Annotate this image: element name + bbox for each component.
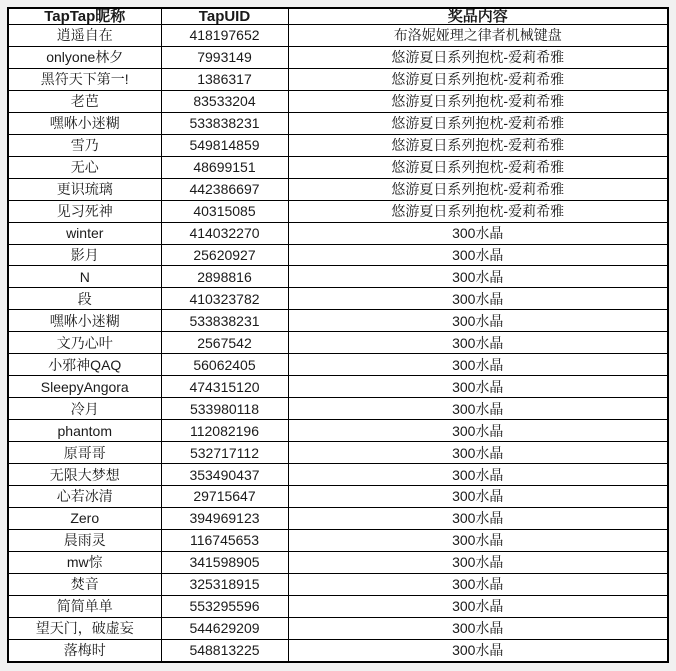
header-nickname: TapTap昵称 — [8, 8, 161, 25]
table-row — [8, 420, 668, 442]
uid-cell: 533838231 — [161, 112, 288, 134]
prize-cell: 300水晶 — [288, 288, 668, 310]
table-row — [8, 639, 668, 662]
table-row — [8, 134, 668, 156]
nickname-cell: N — [8, 266, 161, 288]
table-row — [8, 112, 668, 134]
table-row — [8, 200, 668, 222]
nickname-cell: onlyone林夕 — [8, 46, 161, 68]
table-row — [8, 266, 668, 288]
uid-cell: 40315085 — [161, 200, 288, 222]
uid-cell: 2898816 — [161, 266, 288, 288]
uid-cell: 442386697 — [161, 178, 288, 200]
table-row — [8, 288, 668, 310]
table-row — [8, 551, 668, 573]
uid-cell: 553295596 — [161, 595, 288, 617]
prize-cell: 300水晶 — [288, 486, 668, 508]
nickname-cell: 雪乃 — [8, 134, 161, 156]
prize-cell: 300水晶 — [288, 617, 668, 639]
prize-cell: 300水晶 — [288, 573, 668, 595]
nickname-cell: Zero — [8, 507, 161, 529]
table-row — [8, 595, 668, 617]
header-row — [8, 8, 668, 25]
nickname-cell: winter — [8, 222, 161, 244]
prize-cell: 悠游夏日系列抱枕-爱莉希雅 — [288, 200, 668, 222]
uid-cell: 325318915 — [161, 573, 288, 595]
nickname-cell: 心若冰清 — [8, 486, 161, 508]
uid-cell: 83533204 — [161, 90, 288, 112]
prize-cell: 300水晶 — [288, 398, 668, 420]
nickname-cell: 段 — [8, 288, 161, 310]
uid-cell: 474315120 — [161, 376, 288, 398]
prize-cell: 悠游夏日系列抱枕-爱莉希雅 — [288, 112, 668, 134]
uid-cell: 29715647 — [161, 486, 288, 508]
table-row — [8, 90, 668, 112]
table-row — [8, 354, 668, 376]
prize-table — [7, 7, 669, 663]
table-row — [8, 310, 668, 332]
prize-cell: 悠游夏日系列抱枕-爱莉希雅 — [288, 156, 668, 178]
prize-cell: 300水晶 — [288, 332, 668, 354]
uid-cell: 116745653 — [161, 529, 288, 551]
table-row — [8, 507, 668, 529]
table-row — [8, 529, 668, 551]
uid-cell: 2567542 — [161, 332, 288, 354]
uid-cell: 548813225 — [161, 639, 288, 662]
nickname-cell: 焚音 — [8, 573, 161, 595]
uid-cell: 418197652 — [161, 25, 288, 47]
uid-cell: 544629209 — [161, 617, 288, 639]
nickname-cell: 简简单单 — [8, 595, 161, 617]
prize-cell: 300水晶 — [288, 376, 668, 398]
prize-cell: 300水晶 — [288, 354, 668, 376]
nickname-cell: 文乃心叶 — [8, 332, 161, 354]
uid-cell: 410323782 — [161, 288, 288, 310]
prize-cell: 悠游夏日系列抱枕-爱莉希雅 — [288, 134, 668, 156]
nickname-cell: phantom — [8, 420, 161, 442]
prize-cell: 300水晶 — [288, 551, 668, 573]
uid-cell: 549814859 — [161, 134, 288, 156]
nickname-cell: 老芭 — [8, 90, 161, 112]
prize-cell: 悠游夏日系列抱枕-爱莉希雅 — [288, 178, 668, 200]
nickname-cell: 原哥哥 — [8, 442, 161, 464]
uid-cell: 56062405 — [161, 354, 288, 376]
prize-cell: 300水晶 — [288, 420, 668, 442]
nickname-cell: 无心 — [8, 156, 161, 178]
nickname-cell: 嘿咻小迷糊 — [8, 112, 161, 134]
nickname-cell: 见习死神 — [8, 200, 161, 222]
prize-cell: 300水晶 — [288, 595, 668, 617]
table-row — [8, 46, 668, 68]
header-prize: 奖品内容 — [288, 8, 668, 25]
table-row — [8, 464, 668, 486]
table-row — [8, 332, 668, 354]
uid-cell: 394969123 — [161, 507, 288, 529]
prize-cell: 300水晶 — [288, 639, 668, 662]
uid-cell: 532717112 — [161, 442, 288, 464]
table-row — [8, 376, 668, 398]
prize-cell: 300水晶 — [288, 310, 668, 332]
table-row — [8, 573, 668, 595]
nickname-cell: 冷月 — [8, 398, 161, 420]
uid-cell: 414032270 — [161, 222, 288, 244]
table-row — [8, 244, 668, 266]
uid-cell: 533838231 — [161, 310, 288, 332]
header-uid: TapUID — [161, 8, 288, 25]
prize-cell: 300水晶 — [288, 244, 668, 266]
nickname-cell: 落梅时 — [8, 639, 161, 662]
uid-cell: 353490437 — [161, 464, 288, 486]
prize-cell: 300水晶 — [288, 266, 668, 288]
table-row — [8, 68, 668, 90]
table-row — [8, 178, 668, 200]
nickname-cell: 无限大梦想 — [8, 464, 161, 486]
table-body — [8, 25, 668, 663]
prize-cell: 悠游夏日系列抱枕-爱莉希雅 — [288, 46, 668, 68]
uid-cell: 341598905 — [161, 551, 288, 573]
table-header — [8, 8, 668, 25]
table-row — [8, 486, 668, 508]
table-row — [8, 25, 668, 47]
uid-cell: 48699151 — [161, 156, 288, 178]
table-row — [8, 617, 668, 639]
prize-cell: 悠游夏日系列抱枕-爱莉希雅 — [288, 90, 668, 112]
uid-cell: 25620927 — [161, 244, 288, 266]
nickname-cell: 黑符天下第一! — [8, 68, 161, 90]
prize-cell: 布洛妮娅理之律者机械键盘 — [288, 25, 668, 47]
prize-cell: 300水晶 — [288, 222, 668, 244]
uid-cell: 7993149 — [161, 46, 288, 68]
uid-cell: 112082196 — [161, 420, 288, 442]
table-row — [8, 222, 668, 244]
uid-cell: 1386317 — [161, 68, 288, 90]
prize-cell: 悠游夏日系列抱枕-爱莉希雅 — [288, 68, 668, 90]
nickname-cell: 望天门，破虚妄 — [8, 617, 161, 639]
table-row — [8, 156, 668, 178]
table-row — [8, 398, 668, 420]
nickname-cell: SleepyAngora — [8, 376, 161, 398]
nickname-cell: 更识琉璃 — [8, 178, 161, 200]
prize-cell: 300水晶 — [288, 442, 668, 464]
prize-cell: 300水晶 — [288, 507, 668, 529]
nickname-cell: mw悰 — [8, 551, 161, 573]
nickname-cell: 影月 — [8, 244, 161, 266]
prize-cell: 300水晶 — [288, 529, 668, 551]
nickname-cell: 嘿咻小迷糊 — [8, 310, 161, 332]
table-row — [8, 442, 668, 464]
prize-cell: 300水晶 — [288, 464, 668, 486]
nickname-cell: 逍遥自在 — [8, 25, 161, 47]
nickname-cell: 小邪神QAQ — [8, 354, 161, 376]
uid-cell: 533980118 — [161, 398, 288, 420]
nickname-cell: 晨雨灵 — [8, 529, 161, 551]
